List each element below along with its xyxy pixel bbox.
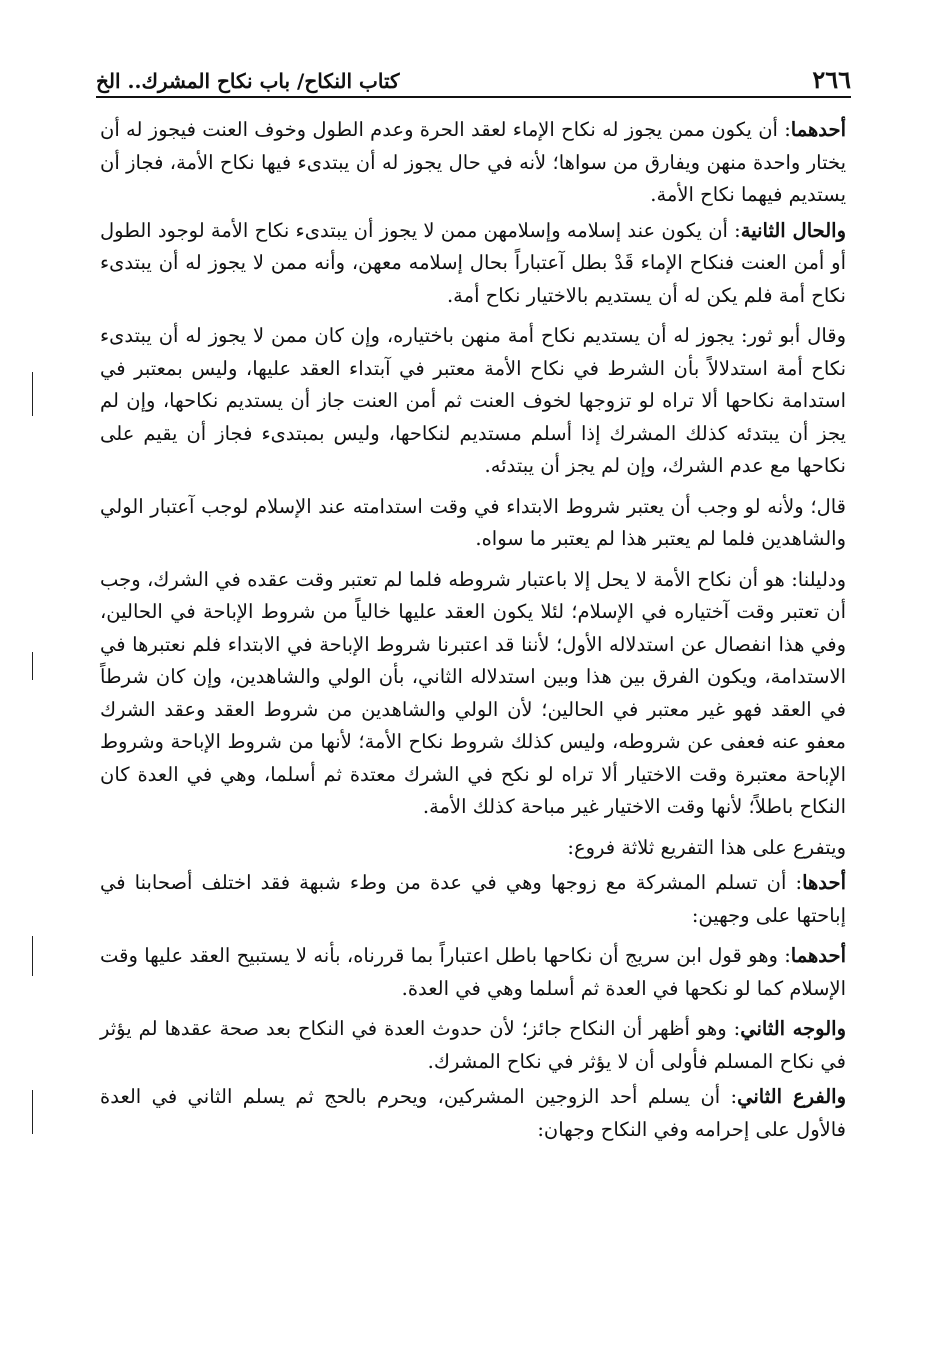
paragraph-text: ودليلنا: هو أن نكاح الأمة لا يحل إلا باعتبار شروطه فلما لم تعتبر وقت عقده في الشرك، وجب أن تعتبر وقت آختياره في الإسلام؛ لئلا يكون العقد عليها خالياً من شروط الإباحة في الحالين، وفي هذا انفصال عن استدلاله الأول؛ لأننا قد اعتبرنا شروط الإباحة في الابتداء فلم نعتبرها في الاستدامة، ويكون الفرق بين هذا وبين استدلاله الثاني، بأن الولي والشاهدين، وإن كان شرطاً في العقد فهو غير معتبر في الحالين؛ لأن الولي والشاهدين من شروط العقد وعقد الشرك معفو عنه فعفى عن شروطه، وليس كذلك شروط نكاح الأمة؛ لأنها من شروط الإباحة وشروط الإباحة معتبرة وقت الاختيار ألا تراه لو نكح في الشرك معتدة ثم أسلما، وهي في العدة كان النكاح باطلاً؛ لأنها وقت الاختيار غير مباحة كذلك الأمة. (100, 567, 846, 818)
paragraph-8 (100, 940, 846, 1005)
paragraph-lead: والحال الثانية (740, 218, 847, 242)
paragraph-6 (100, 832, 846, 865)
margin-scan-mark (32, 1090, 33, 1134)
paragraph-lead: والوجه الثاني (740, 1017, 846, 1040)
paragraph-text: : وهو أظهر أن النكاح جائز؛ لأن حدوث العدة في النكاح بعد صحة عقدها لم يؤثر في نكاح المسلم فأولى أن لا يؤثر في نكاح المشرك. (100, 1017, 846, 1073)
paragraph-10 (100, 1081, 846, 1146)
paragraph-lead: أحدهما (790, 118, 846, 141)
paragraph-text: : أن يكون عند إسلامه وإسلامهن ممن لا يجوز أن يبتدىء نكاح الأمة لوجود الطول أو أمن العنت فنكاح الإماء قَدْ بطل آعتباراً بحال إسلامه معهن، وأنه ممن لا يجوز له أن يبتدىء نكاح أمة فلم يكن له أن يستديم بالاختيار نكاح أمة. (100, 218, 846, 307)
margin-scan-mark (32, 936, 33, 976)
paragraph-2 (100, 215, 846, 313)
margin-scan-mark (32, 652, 33, 680)
paragraph-text: : وهو قول ابن سريج أن نكاحها باطل اعتباراً بما قررناه، بأنه لا يستبيح العقد عليها وقت الإسلام كما لو نكحها في العدة ثم أسلما وهي في العدة. (100, 944, 846, 1000)
paragraph-5 (100, 564, 846, 824)
margin-scan-mark (32, 372, 33, 416)
paragraph-lead: والفرع الثاني (737, 1085, 846, 1108)
paragraph-lead: أحدهما (790, 944, 846, 967)
running-header (96, 62, 851, 98)
paragraph-7 (100, 867, 846, 932)
paragraph-text: وقال أبو ثور: يجوز له أن يستديم نكاح أمة منهن باختياره، وإن كان ممن لا يجوز له أن يبتدىء نكاح أمة استدلالاً بأن الشرط في نكاح الأمة معتبر في آبتداء العقد عليها، وليس بمعتبر في استدامة نكاحها ألا تراه لو تزوجها لخوف العنت ثم أمن العنت جاز أن يستديم نكاحها، وإن لم يجز أن يبتدئه كذلك المشرك إذا أسلم مستديم لنكاحها، وليس بمبتدىء فجاز أن يقيم على نكاحها مع عدم الشرك، وإن لم يجز أن يبتدئه. (100, 324, 846, 477)
running-title: كتاب النكاح/ باب نكاح المشرك.. الخ (96, 69, 400, 93)
paragraph-9 (100, 1013, 846, 1078)
paragraph-text: : أن يكون ممن يجوز له نكاح الإماء لعقد الحرة وعدم الطول وخوف العنت فيجوز له أن يختار واحدة منهن ويفارق من سواها؛ لأنه في حال يجوز له أن يبتدىء فيها نكاح الأمة، فجاز أن يستديم فيهما نكاح الأمة. (100, 118, 846, 206)
paragraph-text: : أن تسلم المشركة مع زوجها وهي في عدة من وطء شبهة فقد اختلف أصحابنا في إباحتها على وجهين: (100, 871, 846, 927)
page-body (100, 114, 846, 1154)
page-number: ٢٦٦ (812, 65, 851, 94)
paragraph-1 (100, 114, 846, 212)
paragraph-text: : أن يسلم أحد الزوجين المشركين، ويحرم بالحج ثم يسلم الثاني في العدة فالأول على إحرامه وفي النكاح وجهان: (100, 1085, 846, 1141)
paragraph-3 (100, 320, 846, 483)
paragraph-lead: أحدها (802, 871, 846, 894)
paragraph-text: قال؛ ولأنه لو وجب أن يعتبر شروط الابتداء في وقت استدامته عند الإسلام لوجب آعتبار الولي والشاهدين فلما لم يعتبر هذا لم يعتبر ما سواه. (100, 494, 846, 550)
paragraph-text: ويتفرع على هذا التفريع ثلاثة فروع: (567, 835, 846, 859)
paragraph-4 (100, 491, 846, 556)
